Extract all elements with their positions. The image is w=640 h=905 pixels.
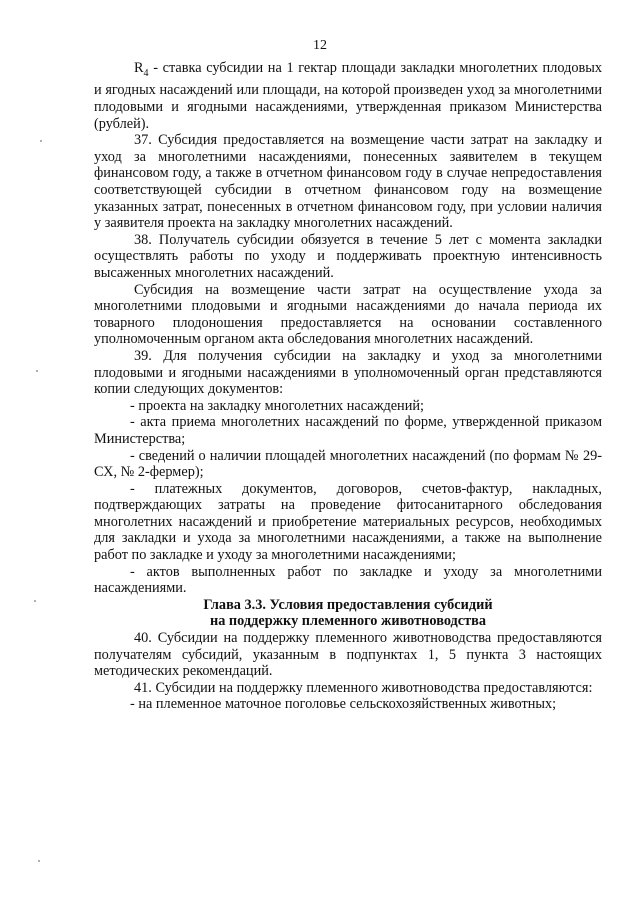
paragraph-38: 38. Получатель субсидии обязуется в течение 5 лет с момента закладки осуществлять работы по уходу и поддерживать проектную интенсивность высаженных многолетних насаждений. xyxy=(94,231,602,281)
paragraph-41: 41. Субсидии на поддержку племенного животноводства предоставляются: xyxy=(134,679,593,696)
paragraph-r4-definition: $R_4$ - ставка субсидии на 1 гектар площади закладки многолетних плодовых и ягодных насаждений или площади, на которой произведен уход за многолетними плодовыми и ягодными насаждениями, утвержденная приказом Министерства (рублей). xyxy=(94,60,602,132)
scan-speck xyxy=(40,140,42,142)
scan-speck xyxy=(36,370,38,372)
chapter-heading xyxy=(94,597,602,630)
list-item: - на племенное маточное поголовье сельскохозяйственных животных; xyxy=(130,696,557,713)
paragraph-40: 40. Субсидии на поддержку племенного животноводства предоставляются получателям субсидий, указанным в подпунктах 1, 5 пункта 3 настоящих методических рекомендаций. xyxy=(94,630,602,680)
list-item: - платежных документов, договоров, счетов-фактур, накладных, подтверждающих затраты на проведение фитосанитарного обследования многолетних насаждений и приобретение материальных ресурсов, необходимых для закладки и ухода за многолетними насаждениями, а также на выполнение работ по закладке и уходу за многолетними насаждениями; xyxy=(94,480,602,564)
scan-speck xyxy=(38,860,40,862)
list-item: - сведений о наличии площадей многолетних насаждений (по формам № 29-СХ, № 2-фермер); xyxy=(94,447,602,481)
list-item: - актов выполненных работ по закладке и уходу за многолетними насаждениями. xyxy=(94,563,602,597)
chapter-heading-line-1: Глава 3.3. Условия предоставления субсидий xyxy=(203,596,493,613)
list-item: - акта приема многолетних насаждений по форме, утвержденной приказом Министерства; xyxy=(94,414,602,447)
chapter-heading-line-2: на поддержку племенного животноводства xyxy=(209,613,487,630)
paragraph-38-continued: Субсидия на возмещение части затрат на осуществление ухода за многолетними плодовыми и ягодными насаждениями до начала периода их товарного плодоношения предоставляется на основании составленного уполномоченным органом акта обследования многолетних насаждений. xyxy=(94,281,602,348)
list-item: - проекта на закладку многолетних насаждений; xyxy=(130,397,424,414)
document-body xyxy=(94,60,602,713)
page-number: 12 xyxy=(313,38,327,53)
scan-speck xyxy=(34,600,36,602)
paragraph-37: 37. Субсидия предоставляется на возмещение части затрат на закладку и уход за многолетними насаждениями, понесенных заявителем в текущем финансовом году, а также в отчетном финансовом году в случае непредоставления соответствующей субсидии в отчетном финансовом году на возмещение указанных затрат, понесенных в отчетном финансовом году, при условии наличия у заявителя проекта на закладку многолетних насаждений. xyxy=(94,132,602,232)
paragraph-39: 39. Для получения субсидии на закладку и уход за многолетними плодовыми и ягодными насаждениями в уполномоченный орган представляются копии следующих документов: xyxy=(94,347,602,398)
